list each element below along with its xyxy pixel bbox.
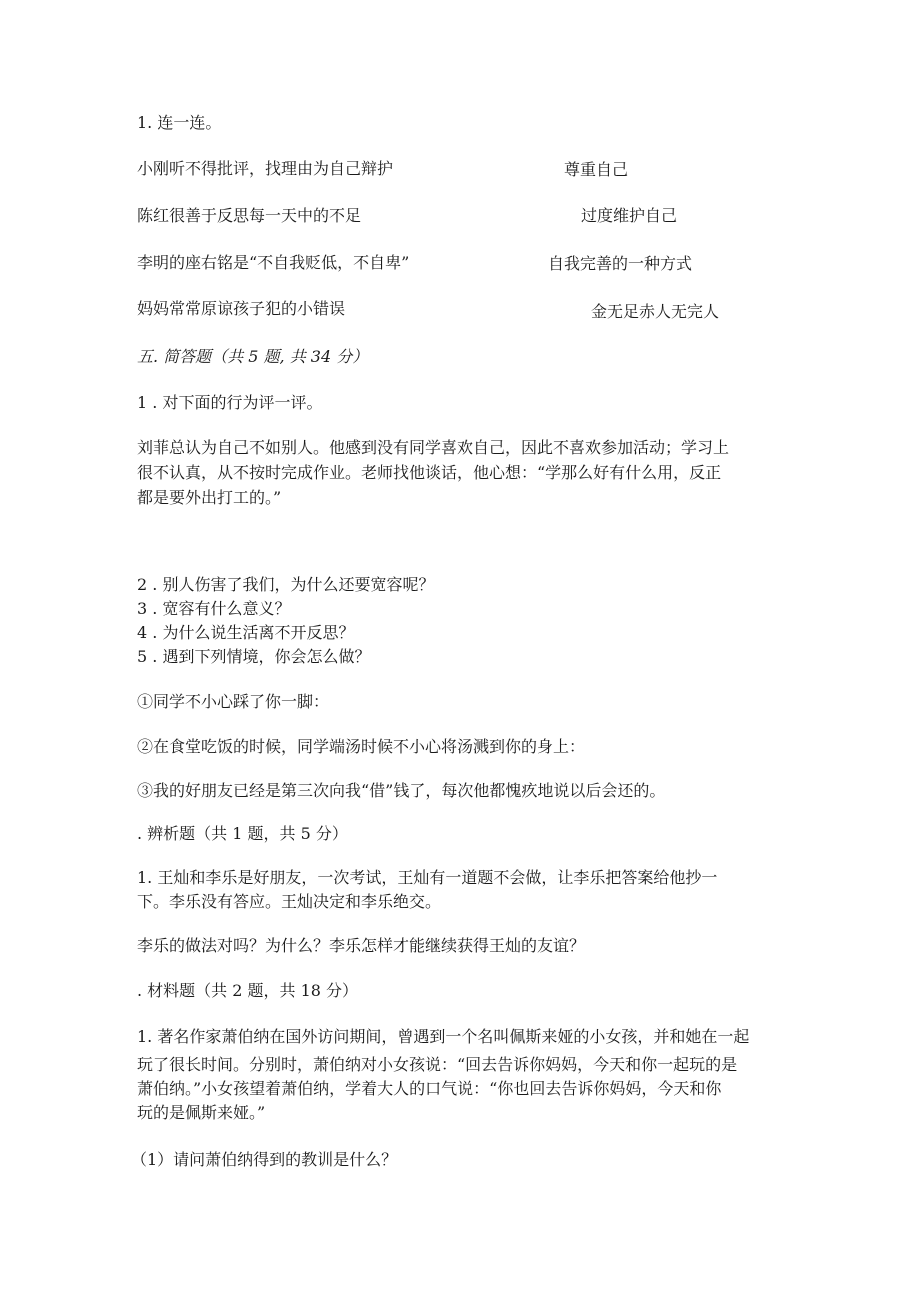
section7-title: . 材料题（共 2 题，共 18 分） xyxy=(137,981,359,1000)
section5-situation-3: ③我的好朋友已经是第三次向我“借”钱了，每次他都愧疚地说以后会还的。 xyxy=(137,781,666,800)
section6-title: . 辨析题（共 1 题，共 5 分） xyxy=(137,824,348,843)
matching-left-item-4: 妈妈常常原谅孩子犯的小错误 xyxy=(137,299,346,318)
section5-q1-text-line-2: 很不认真，从不按时完成作业。老师找他谈话，他心想：“学那么好有什么用，反正 xyxy=(137,463,722,482)
section7-q1-text-line-1: 1. 著名作家萧伯纳在国外访问期间，曾遇到一个名叫佩斯来娅的小女孩，并和她在一起 xyxy=(137,1027,750,1046)
section5-question-2: 2 . 别人伤害了我们，为什么还要宽容呢？ xyxy=(137,575,435,594)
matching-left-item-1: 小刚听不得批评，找理由为自己辩护 xyxy=(137,159,394,178)
section7-q1-text-line-2: 玩了很长时间。分别时，萧伯纳对小女孩说：“回去告诉你妈妈，今天和你一起玩的是 xyxy=(137,1055,738,1074)
section5-q1-title: 1 . 对下面的行为评一评。 xyxy=(137,393,323,412)
section5-question-3: 3 . 宽容有什么意义？ xyxy=(137,599,291,618)
section5-situation-1: ①同学不小心踩了你一脚： xyxy=(137,692,330,711)
section6-q1-question: 李乐的做法对吗？为什么？李乐怎样才能继续获得王灿的友谊？ xyxy=(137,936,586,955)
section5-question-5: 5 . 遇到下列情境，你会怎么做？ xyxy=(137,647,371,666)
matching-right-item-2: 过度维护自己 xyxy=(581,206,678,225)
section5-title: 五. 简答题（共 5 题, 共 34 分） xyxy=(137,347,369,366)
section5-situation-2: ②在食堂吃饭的时候，同学端汤时候不小心将汤溅到你的身上： xyxy=(137,737,586,756)
section7-q1-text-line-3: 萧伯纳。”小女孩望着萧伯纳，学着大人的口气说：“你也回去告诉你妈妈，今天和你 xyxy=(137,1079,722,1098)
matching-left-item-2: 陈红很善于反思每一天中的不足 xyxy=(137,206,362,225)
matching-right-item-4: 金无足赤人无完人 xyxy=(591,302,720,321)
matching-title: 1. 连一连。 xyxy=(137,113,222,132)
section6-q1-text-line-2: 下。李乐没有答应。王灿决定和李乐绝交。 xyxy=(137,892,442,911)
matching-right-item-1: 尊重自己 xyxy=(564,160,629,179)
matching-right-item-3: 自我完善的一种方式 xyxy=(548,254,693,273)
section7-q1-sub1: （1）请问萧伯纳得到的教训是什么？ xyxy=(131,1150,398,1169)
section5-q1-text-line-1: 刘菲总认为自己不如别人。他感到没有同学喜欢自己，因此不喜欢参加活动；学习上 xyxy=(137,438,730,457)
section5-question-4: 4 . 为什么说生活离不开反思？ xyxy=(137,623,355,642)
matching-left-item-3: 李明的座右铭是“不自我贬低，不自卑” xyxy=(137,253,410,272)
section5-q1-text-line-3: 都是要外出打工的。” xyxy=(137,488,282,507)
section7-q1-text-line-4: 玩的是佩斯来娅。” xyxy=(137,1103,266,1122)
section6-q1-text-line-1: 1. 王灿和李乐是好朋友，一次考试，王灿有一道题不会做，让李乐把答案给他抄一 xyxy=(137,868,718,887)
